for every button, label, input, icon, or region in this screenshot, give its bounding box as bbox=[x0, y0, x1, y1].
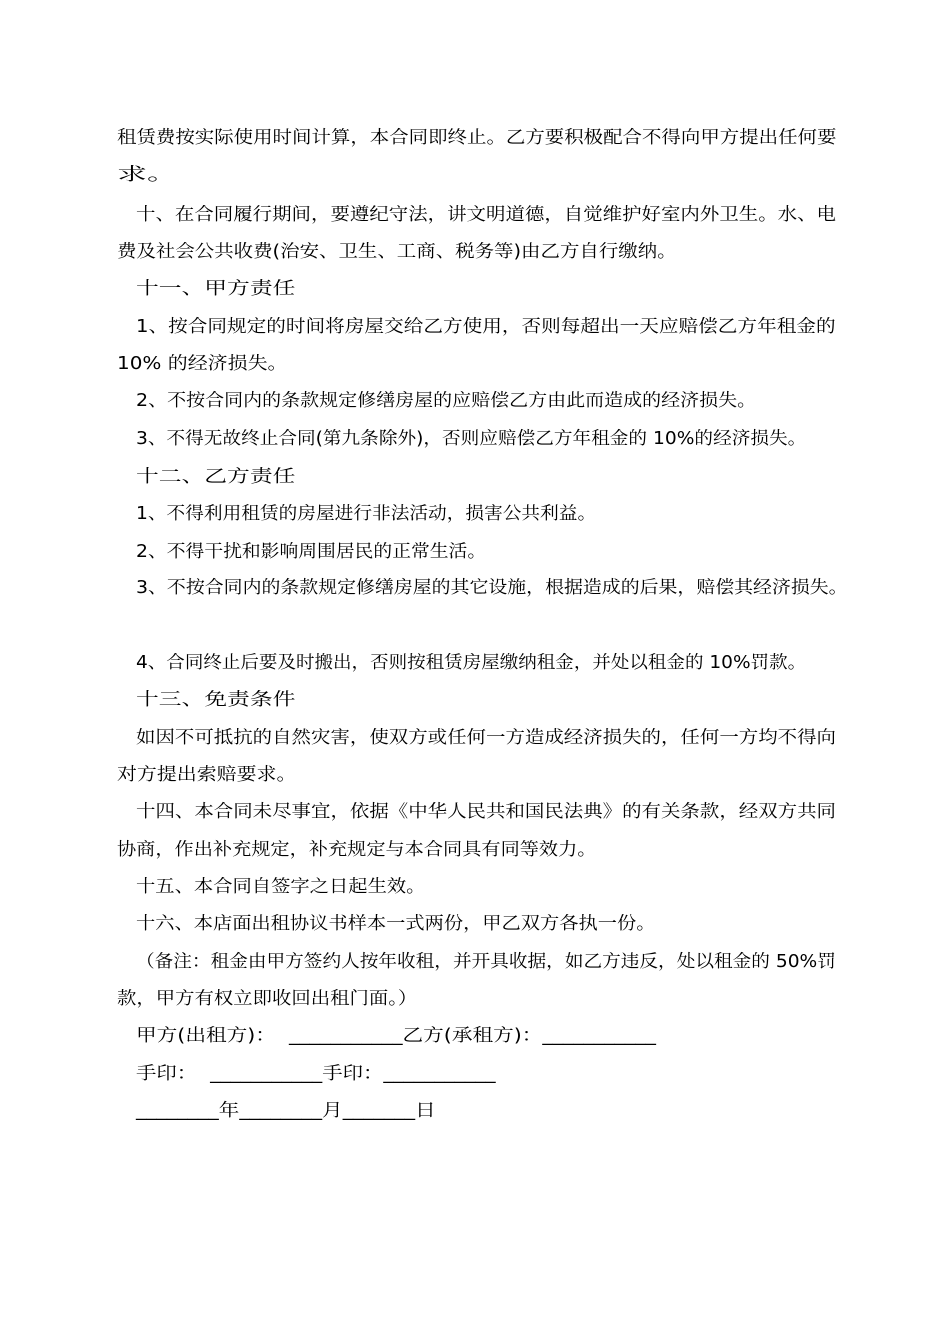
list-item: 2、不得干扰和影响周围居民的正常生活。 bbox=[136, 542, 487, 562]
list-item: 1、不得利用租赁的房屋进行非法活动，损害公共利益。 bbox=[136, 504, 597, 524]
date-line: ________年________月_______日 bbox=[136, 1101, 436, 1121]
section-15-paragraph: 十五、本合同自签字之日起生效。 bbox=[136, 877, 426, 897]
fingerprint-line: 手印： ___________手印：___________ bbox=[136, 1064, 496, 1084]
text-line: 10% 的经济损失。 bbox=[117, 354, 288, 374]
list-item: 3、不按合同内的条款规定修缮房屋的其它设施，根据造成的后果，赔偿其经济损失。 bbox=[136, 578, 848, 598]
text-line: 费及社会公共收费(治安、卫生、工商、税务等)由乙方自行缴纳。 bbox=[117, 242, 677, 262]
section-heading: 十一、甲方责任 bbox=[136, 279, 296, 299]
text-line: 对方提出索赔要求。 bbox=[117, 765, 297, 785]
text-line: 协商，作出补充规定，补充规定与本合同具有同等效力。 bbox=[117, 840, 597, 860]
text-line: 租赁费按实际使用时间计算，本合同即终止。乙方要积极配合不得向甲方提出任何要 bbox=[117, 128, 837, 148]
section-heading: 十二、乙方责任 bbox=[136, 467, 296, 487]
signature-parties-line: 甲方(出租方)： ___________乙方(承租方)：___________ bbox=[136, 1026, 656, 1046]
section-14-paragraph: 十四、本合同未尽事宜，依据《中华人民共和国民法典》的有关条款，经双方共同 bbox=[136, 802, 836, 822]
section-heading: 十三、免责条件 bbox=[136, 690, 296, 710]
text-line: 求。 bbox=[117, 165, 178, 185]
section-10-paragraph: 十、在合同履行期间，要遵纪守法，讲文明道德，自觉维护好室内外卫生。水、电 bbox=[136, 205, 836, 225]
section-13-paragraph: 如因不可抵抗的自然灾害，使双方或任何一方造成经济损失的，任何一方均不得向 bbox=[136, 728, 836, 748]
list-item: 3、不得无故终止合同(第九条除外)，否则应赔偿乙方年租金的 10%的经济损失。 bbox=[136, 429, 807, 449]
section-16-paragraph: 十六、本店面出租协议书样本一式两份，甲乙双方各执一份。 bbox=[136, 914, 656, 934]
text-line: 款，甲方有权立即收回出租门面。） bbox=[117, 989, 418, 1009]
list-item: 2、不按合同内的条款规定修缮房屋的应赔偿乙方由此而造成的经济损失。 bbox=[136, 391, 757, 411]
list-item: 1、按合同规定的时间将房屋交给乙方使用，否则每超出一天应赔偿乙方年租金的 bbox=[136, 317, 836, 337]
list-item: 4、合同终止后要及时搬出，否则按租赁房屋缴纳租金，并处以租金的 10%罚款。 bbox=[136, 653, 807, 673]
remark-paragraph: （备注：租金由甲方签约人按年收租，并开具收据，如乙方违反，处以租金的 50%罚 bbox=[136, 952, 836, 972]
